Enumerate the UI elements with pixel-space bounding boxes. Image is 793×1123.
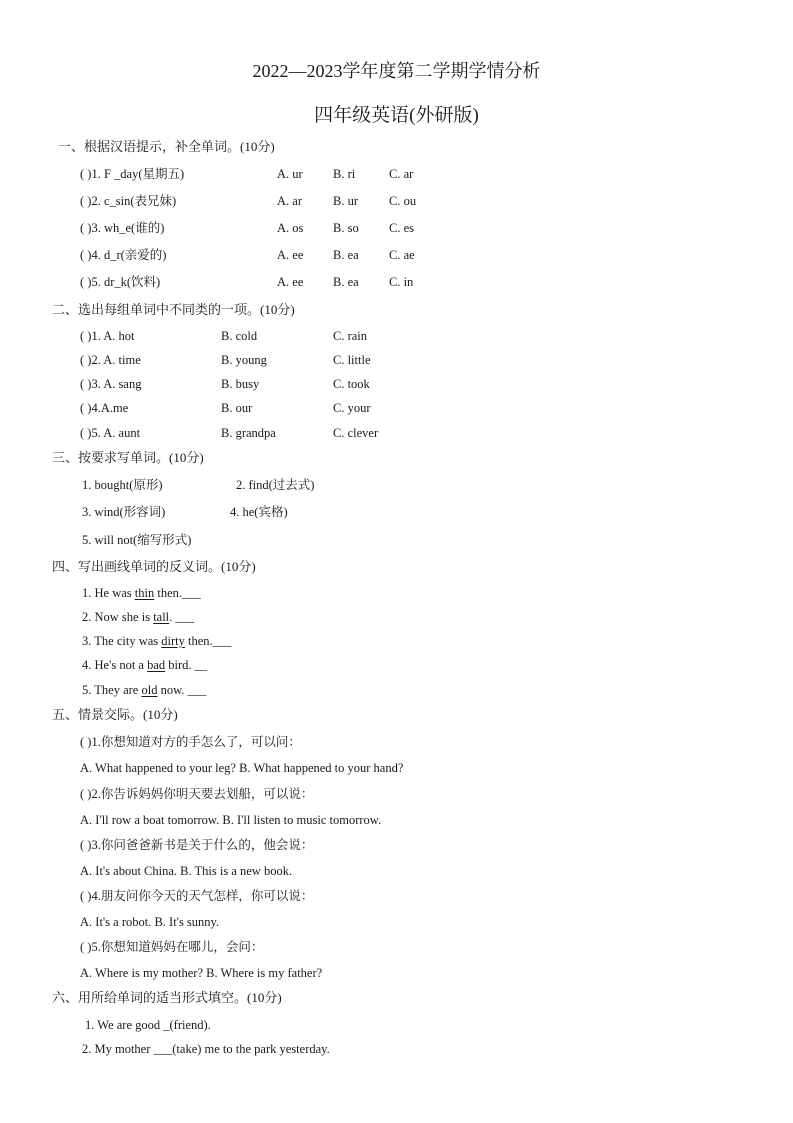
s2-option-b: B. busy [221,377,260,391]
s4-underlined-word: tall [153,610,170,624]
s2-question: ( )1. A. hot [80,329,135,343]
s6-item: 1. We are good _(friend). [85,1018,211,1032]
s2-option-c: C. your [333,401,371,415]
s6-item: 2. My mother ___(take) me to the park yesterday. [82,1042,330,1056]
s4-underlined-word: bad [147,658,166,672]
s1-option-a: A. ee [277,275,304,289]
s1-option-b: B. ea [333,248,359,262]
s1-question: ( )5. dr_k(饮料) [80,275,161,289]
s2-question: ( )2. A. time [80,353,141,367]
section-3-heading: 三、按要求写单词。(10分) [52,450,204,465]
s1-option-a: A. ur [277,167,303,181]
s1-option-c: C. in [389,275,414,289]
s5-question: ( )3.你问爸爸新书是关于什么的，他会说： [80,838,314,852]
s4-item-text: 5. They are [82,683,142,697]
section-6-heading: 六、用所给单词的适当形式填空。(10分) [52,990,282,1005]
s5-options: A. Where is my mother? B. Where is my father? [80,966,323,980]
s4-item [82,585,201,601]
s1-option-a: A. ee [277,248,304,262]
s3-item: 5. will not(缩写形式) [82,533,192,547]
s4-item-text: 3. The city was [82,634,162,648]
s2-option-b: B. cold [221,329,258,343]
s2-question: ( )4.A.me [80,401,129,415]
s1-question: ( )2. c_sin(表兄妹) [80,194,177,208]
s2-option-c: C. rain [333,329,368,343]
s5-options: A. It's about China. B. This is a new book. [80,864,293,878]
s2-question: ( )3. A. sang [80,377,142,391]
s4-item-text: 2. Now she is [82,610,154,624]
s1-option-b: B. ea [333,275,359,289]
s5-question: ( )5.你想知道妈妈在哪儿，会问： [80,940,264,954]
s1-option-b: B. so [333,221,359,235]
s4-item-blank: bird. __ [165,658,208,672]
s4-item-blank: then.___ [154,586,201,600]
s5-options: A. I'll row a boat tomorrow. B. I'll listen to music tomorrow. [80,813,382,827]
section-2-heading: 二、选出每组单词中不同类的一项。(10分) [52,302,295,317]
s2-question: ( )5. A. aunt [80,426,141,440]
s5-question: ( )2.你告诉妈妈你明天要去划船，可以说： [80,787,314,801]
exam-title: 2022—2023学年度第二学期学情分析 [252,61,541,81]
s1-question: ( )3. wh_e(谁的) [80,221,165,235]
s4-item [82,633,231,649]
s5-options: A. It's a robot. B. It's sunny. [80,915,220,929]
s1-question: ( )1. F _day(星期五) [80,167,185,181]
exam-subtitle: 四年级英语(外研版) [314,105,479,126]
s5-question: ( )4.朋友问你今天的天气怎样，你可以说： [80,889,314,903]
s4-underlined-word: thin [134,586,155,600]
s1-option-c: C. ou [389,194,417,208]
s2-option-c: C. clever [333,426,379,440]
s2-option-b: B. young [221,353,267,367]
s4-item-blank: . ___ [169,610,195,624]
s4-item [82,609,194,625]
section-4-heading: 四、写出画线单词的反义词。(10分) [52,559,256,574]
s1-option-a: A. ar [277,194,302,208]
s1-option-c: C. ae [389,248,415,262]
s4-item [82,682,206,698]
s4-item-blank: then.___ [184,634,232,648]
s5-question: ( )1.你想知道对方的手怎么了，可以问： [80,735,301,749]
s3-item: 1. bought(原形) [82,478,163,492]
s1-option-a: A. os [277,221,304,235]
s2-option-b: B. grandpa [221,426,276,440]
s4-item-text: 4. He's not a [82,658,148,672]
s4-item [82,657,207,673]
section-5-heading: 五、情景交际。(10分) [52,707,178,722]
section-1-heading: 一、根据汉语提示，补全单词。(10分) [58,139,275,154]
s3-item: 2. find(过去式) [236,478,315,492]
s1-question: ( )4. d_r(亲爱的) [80,248,167,262]
s1-option-b: B. ri [333,167,356,181]
s4-underlined-word: dirty [161,634,185,648]
s2-option-b: B. our [221,401,253,415]
s1-option-c: C. ar [389,167,414,181]
s4-underlined-word: old [141,683,158,697]
s4-item-text: 1. He was [82,586,135,600]
s5-options: A. What happened to your leg? B. What happened to your hand? [80,761,404,775]
s3-item: 3. wind(形容词) [82,505,166,519]
s4-item-blank: now. ___ [157,683,207,697]
s1-option-c: C. es [389,221,414,235]
s1-option-b: B. ur [333,194,358,208]
s2-option-c: C. little [333,353,371,367]
s3-item: 4. he(宾格) [230,505,288,519]
s2-option-c: C. took [333,377,370,391]
